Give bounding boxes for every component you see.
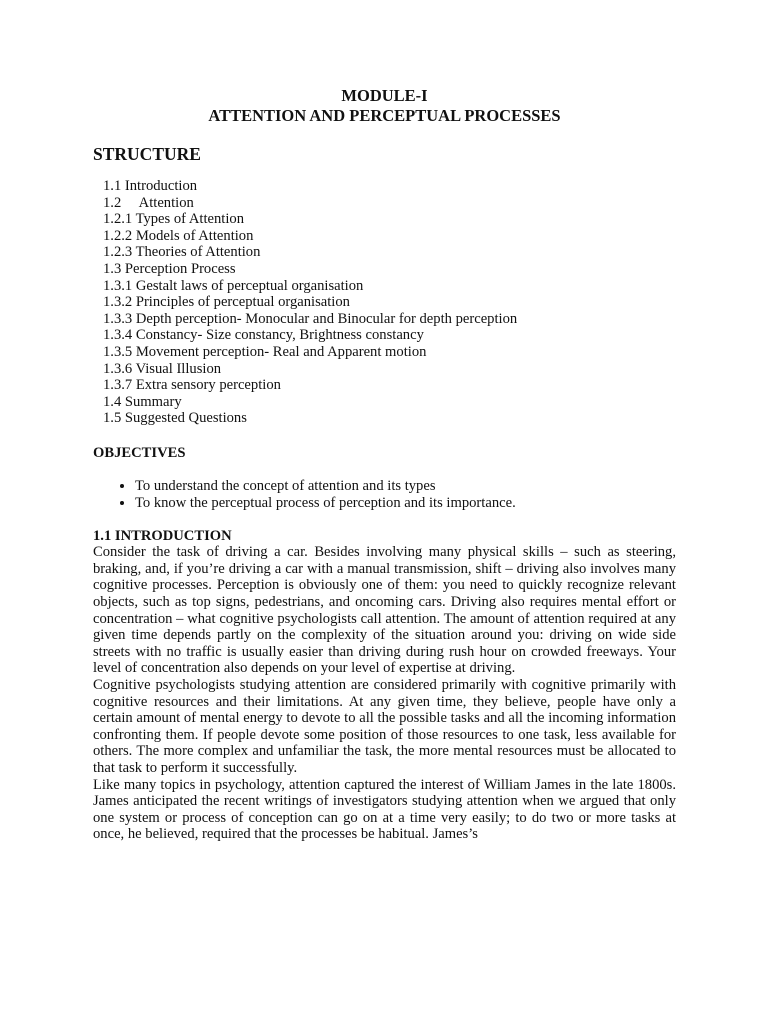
structure-item: 1.3.1 Gestalt laws of perceptual organisation — [103, 277, 364, 294]
structure-list — [93, 178, 676, 427]
structure-item: 1.5 Suggested Questions — [103, 410, 247, 427]
structure-item: 1.2.3 Theories of Attention — [103, 244, 261, 261]
objectives-heading: OBJECTIVES — [93, 444, 186, 461]
structure-item: 1.2 Attention — [103, 194, 194, 211]
structure-item: 1.4 Summary — [103, 393, 182, 410]
introduction-paragraph: Consider the task of driving a car. Besides involving many physical skills – such as steering, braking, and, if you’re driving a car with a manual transmission, shift – driving also involves many cognitive processes. Perception is obviously one of them: you need to quickly recognize relevant objects, such as top signs, pedestrians, and oncoming cars. Driving also requires mental effort or concentration – what cognitive psychologists call attention. The amount of attention required at any given time depends partly on the complexity of the situation around you: driving on wide side streets with no traffic is usually easier than driving during rush hour on crowded freeways. Your level of concentration also depends on your level of expertise at driving. — [93, 544, 676, 677]
structure-item: 1.3.6 Visual Illusion — [103, 360, 222, 377]
structure-item: 1.2.1 Types of Attention — [103, 211, 244, 228]
structure-item: 1.3.4 Constancy- Size constancy, Brightness constancy — [103, 327, 424, 344]
structure-item: 1.3.3 Depth perception- Monocular and Binocular for depth perception — [103, 310, 518, 327]
objective-item: • To understand the concept of attention and its types — [135, 478, 676, 495]
structure-item: 1.3.5 Movement perception- Real and Apparent motion — [103, 343, 427, 360]
introduction-paragraph: Cognitive psychologists studying attention are considered primarily with cognitive primarily with cognitive resources and their limitations. At any given time, they believe, people have only a certain amount of mental energy to devote to all the possible tasks and all the incoming information confronting them. If people devote some position of those resources to one task, less available for others. The more complex and unfamiliar the task, the more mental resources must be allocated to that task to perform it successfully. — [93, 677, 676, 776]
structure-item: 1.1 Introduction — [103, 178, 198, 194]
module-label: MODULE-I — [341, 86, 428, 105]
structure-item: 1.3 Perception Process — [103, 260, 236, 277]
introduction-paragraph: Like many topics in psychology, attention captured the interest of William James in the late 1800s. James anticipated the recent writings of investigators studying attention when we argued that only one system or process of conception can go on at a time very easily; to do two or more tasks at once, he believed, required that the processes be habitual. James’s — [93, 776, 676, 843]
document-page — [93, 86, 676, 843]
structure-item: 1.3.7 Extra sensory perception — [103, 377, 281, 394]
objective-item: • To know the perceptual process of perception and its importance. — [135, 495, 676, 512]
objectives-list — [93, 478, 676, 512]
module-title: ATTENTION AND PERCEPTUAL PROCESSES — [208, 106, 561, 125]
structure-item: 1.3.2 Principles of perceptual organisation — [103, 294, 350, 311]
structure-heading: STRUCTURE — [93, 144, 201, 164]
structure-item: 1.2.2 Models of Attention — [103, 227, 254, 244]
introduction-heading: 1.1 INTRODUCTION — [93, 527, 232, 544]
